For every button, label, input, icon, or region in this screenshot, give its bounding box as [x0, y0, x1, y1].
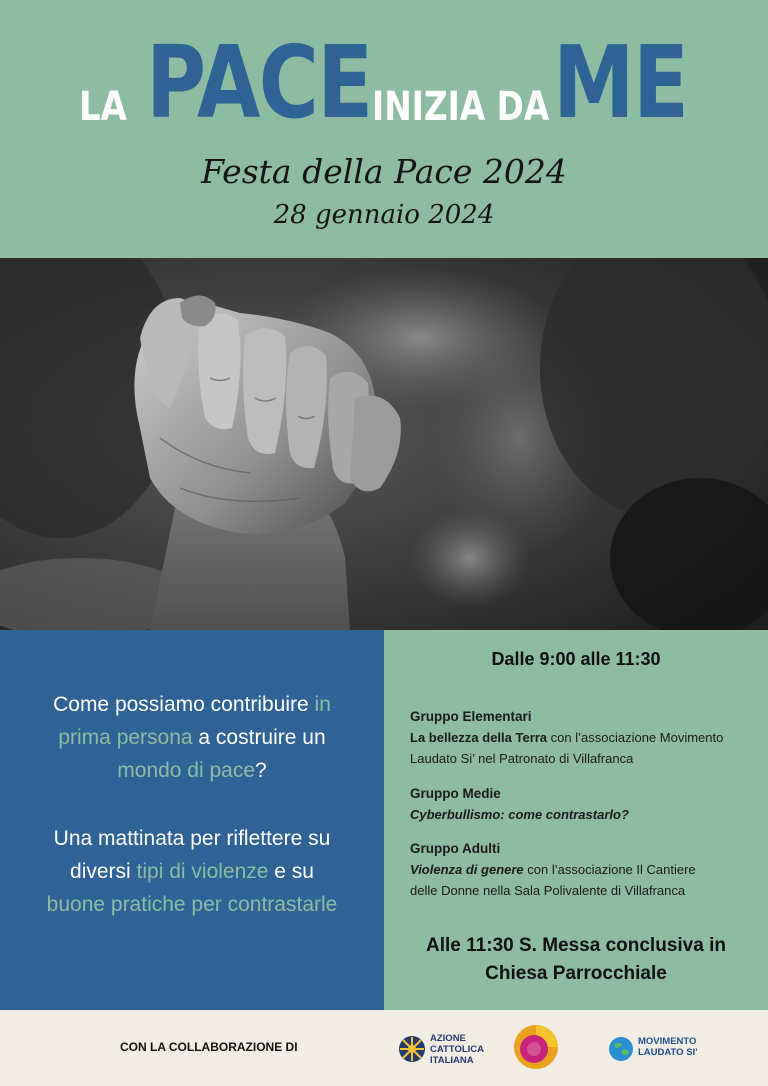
title-inizia-da: INIZIA DA — [372, 84, 550, 130]
intro-description: Una mattinata per riflettere su diversi tipi di violenze e su buone pratiche per contrastarle — [46, 827, 338, 916]
intro-question: Come possiamo contribuire in prima persona a costruire un mondo di pace? — [53, 693, 331, 782]
movimento-laudato-si-logo: MOVIMENTO LAUDATO SI’ — [608, 1033, 708, 1069]
group-elementari: Gruppo Elementari La bellezza della Terra con l’associazione Movimento Laudato Si’ nel Patronato di Villafranca — [410, 706, 760, 769]
azione-cattolica-logo: AZIONE CATTOLICA ITALIANA — [398, 1030, 488, 1070]
title-me: ME — [553, 24, 688, 141]
globe-logo-icon — [608, 1036, 634, 1062]
title-pace: PACE — [146, 24, 372, 141]
group-name: Gruppo Medie — [410, 786, 501, 801]
group-name: Gruppo Elementari — [410, 709, 532, 724]
program-time: Dalle 9:00 alle 11:30 — [491, 649, 661, 669]
group-topic: Violenza di genere — [410, 862, 524, 877]
event-date: 28 gennaio 2024 — [273, 200, 495, 230]
group-topic: Cyberbullismo: come contrastarlo? — [410, 807, 629, 822]
intro-panel — [0, 630, 384, 1010]
group-topic: La bellezza della Terra — [410, 730, 548, 745]
closing-mass: Alle 11:30 S. Messa conclusiva in Chiesa Parrocchiale — [426, 935, 726, 984]
title-la: LA — [79, 84, 127, 130]
circle-logo-icon — [512, 1023, 560, 1071]
event-subtitle: Festa della Pace 2024 — [201, 152, 567, 191]
hands-photo — [0, 258, 768, 630]
group-medie — [410, 783, 760, 825]
collaboration-label: CON LA COLLABORAZIONE DI — [120, 1040, 298, 1054]
group-adulti: Gruppo Adulti Violenza di genere con l’associazione Il Cantiere delle Donne nella Sala Polivalente di Villafranca — [410, 838, 760, 901]
group-name: Gruppo Adulti — [410, 841, 501, 856]
ac-sun-logo-icon — [398, 1035, 426, 1063]
